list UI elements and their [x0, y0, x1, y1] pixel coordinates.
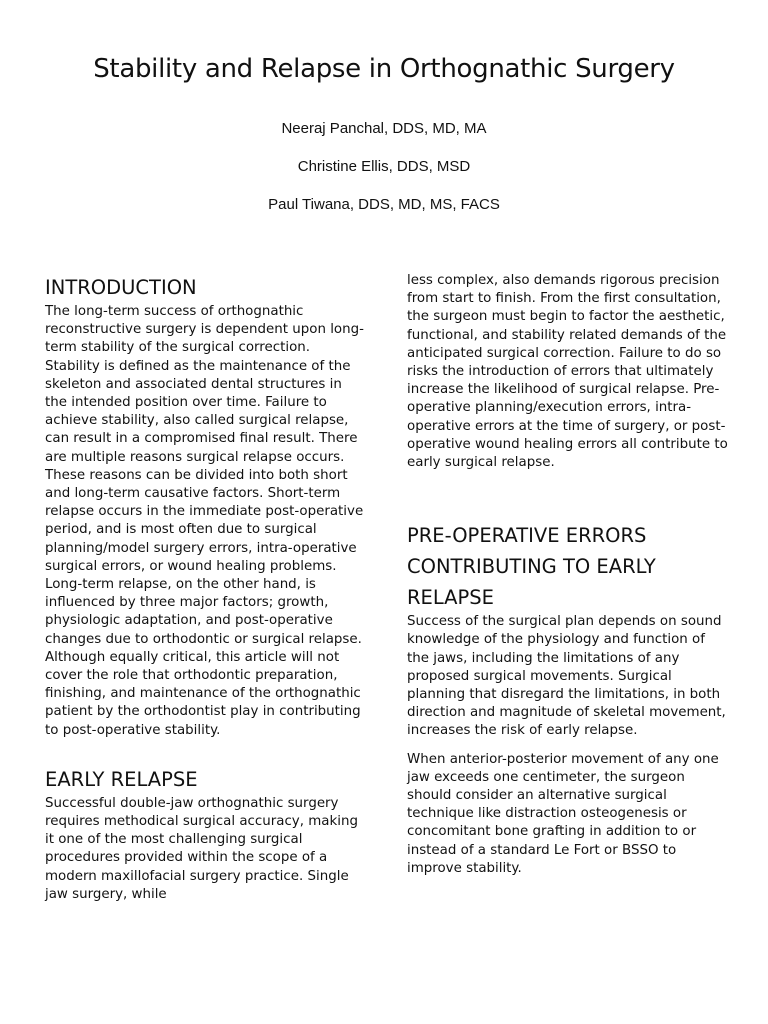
early-relapse-paragraph-start: Successful double-jaw orthognathic surgery requires methodical surgical accuracy, making it one of the most challenging surgical procedures provided within the scope of a modern maxillofacial surgery practice. Single jaw surgery, while	[45, 795, 358, 902]
pre-operative-errors-heading: PRE-OPERATIVE ERRORS CONTRIBUTING TO EARLY RELAPSE	[407, 524, 656, 610]
early-relapse-paragraph-continued: less complex, also demands rigorous precision from start to finish. From the first consultation, the surgeon must begin to factor the aesthetic, functional, and stability related demands of the anticipated surgical correction. Failure to do so risks the introduction of errors that ultimately increase the likelihood of surgical relapse. Pre-operative planning/execution errors, intra-operative errors at the time of surgery, or post-operative wound healing errors all contribute to early surgical relapse.	[407, 273, 728, 471]
author-2: Christine Ellis, DDS, MSD	[297, 158, 471, 175]
author-1: Neeraj Panchal, DDS, MD, MA	[281, 120, 487, 137]
pre-operative-paragraph-1: Success of the surgical plan depends on sound knowledge of the physiology and function of the jaws, including the limitations of any proposed surgical movements. Surgical planning that disregard the limitations, in both direction and magnitude of skeletal movement, increases the risk of early relapse.	[407, 614, 726, 739]
right-column	[407, 272, 729, 878]
introduction-paragraph: The long-term success of orthognathic reconstructive surgery is dependent upon long-term stability of the surgical correction. Stability is defined as the maintenance of the skeleton and associated dental structures in the intended position over time. Failure to achieve stability, also called surgical relapse, can result in a compromised final result. There are multiple reasons surgical relapse occurs. These reasons can be divided into both short and long-term causative factors. Short-term relapse occurs in the immediate post-operative period, and is most often due to surgical planning/model surgery errors, intra-operative surgical errors, or wound healing problems. Long-term relapse, on the other hand, is influenced by three major factors; growth, physiologic adaptation, and post-operative changes due to orthodontic or surgical relapse. Although equally critical, this article will not cover the role that orthodontic preparation, finishing, and maintenance of the orthognathic patient by the orthodontist play in contributing to post-operative stability.	[45, 304, 364, 738]
author-3: Paul Tiwana, DDS, MD, MS, FACS	[268, 196, 500, 213]
page-title: Stability and Relapse in Orthognathic Surgery	[93, 54, 675, 84]
early-relapse-heading: EARLY RELAPSE	[45, 767, 198, 791]
pre-operative-paragraph-2: When anterior-posterior movement of any one jaw exceeds one centimeter, the surgeon should consider an alternative surgical technique like distraction osteogenesis or concomitant bone grafting in addition to or instead of a standard Le Fort or BSSO to improve stability.	[407, 751, 719, 876]
left-column	[45, 272, 367, 904]
introduction-heading: INTRODUCTION	[45, 276, 197, 299]
